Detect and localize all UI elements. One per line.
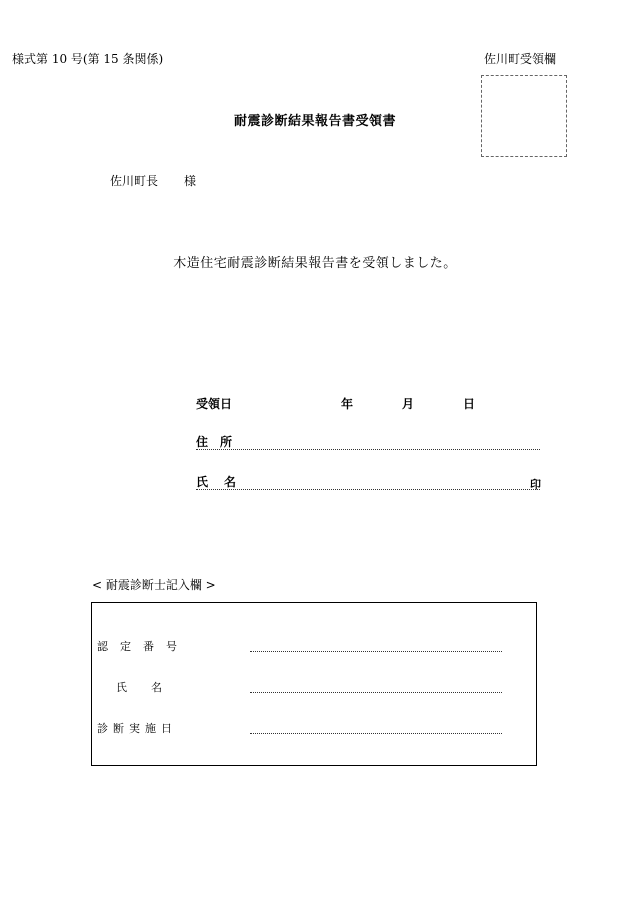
addressee-name: 佐川町長 [110,174,159,188]
diagnosis-date-label: 診断実施日 [97,722,177,735]
diagnostician-entry-box [91,602,537,766]
addressee [110,172,196,189]
year-label: 年 [341,397,354,411]
certification-number-field[interactable] [250,651,502,652]
certification-number-label: 認定番号 [97,640,189,653]
diagnostician-section-heading: < 耐震診断士記入欄 > [92,578,216,592]
diagnosis-date-field[interactable] [250,733,502,734]
month-label: 月 [402,397,415,411]
diagnostician-name-label: 氏名 [116,681,186,694]
receipt-column-label: 佐川町受領欄 [484,52,557,66]
day-label: 日 [463,397,476,411]
document-title: 耐震診断結果報告書受領書 [233,114,396,129]
diagnostician-name-field[interactable] [250,692,502,693]
form-number: 様式第 10 号(第 15 条関係) [12,52,164,66]
receipt-date-label: 受領日 [196,397,233,411]
seal-mark: 印 [530,478,541,491]
addressee-honorific: 様 [184,174,197,188]
address-field[interactable] [196,433,540,450]
address-label: 住所 [196,435,245,449]
receipt-statement: 木造住宅耐震診断結果報告書を受領しました。 [173,256,457,271]
name-field[interactable] [196,473,540,490]
name-label: 氏名 [196,475,253,489]
